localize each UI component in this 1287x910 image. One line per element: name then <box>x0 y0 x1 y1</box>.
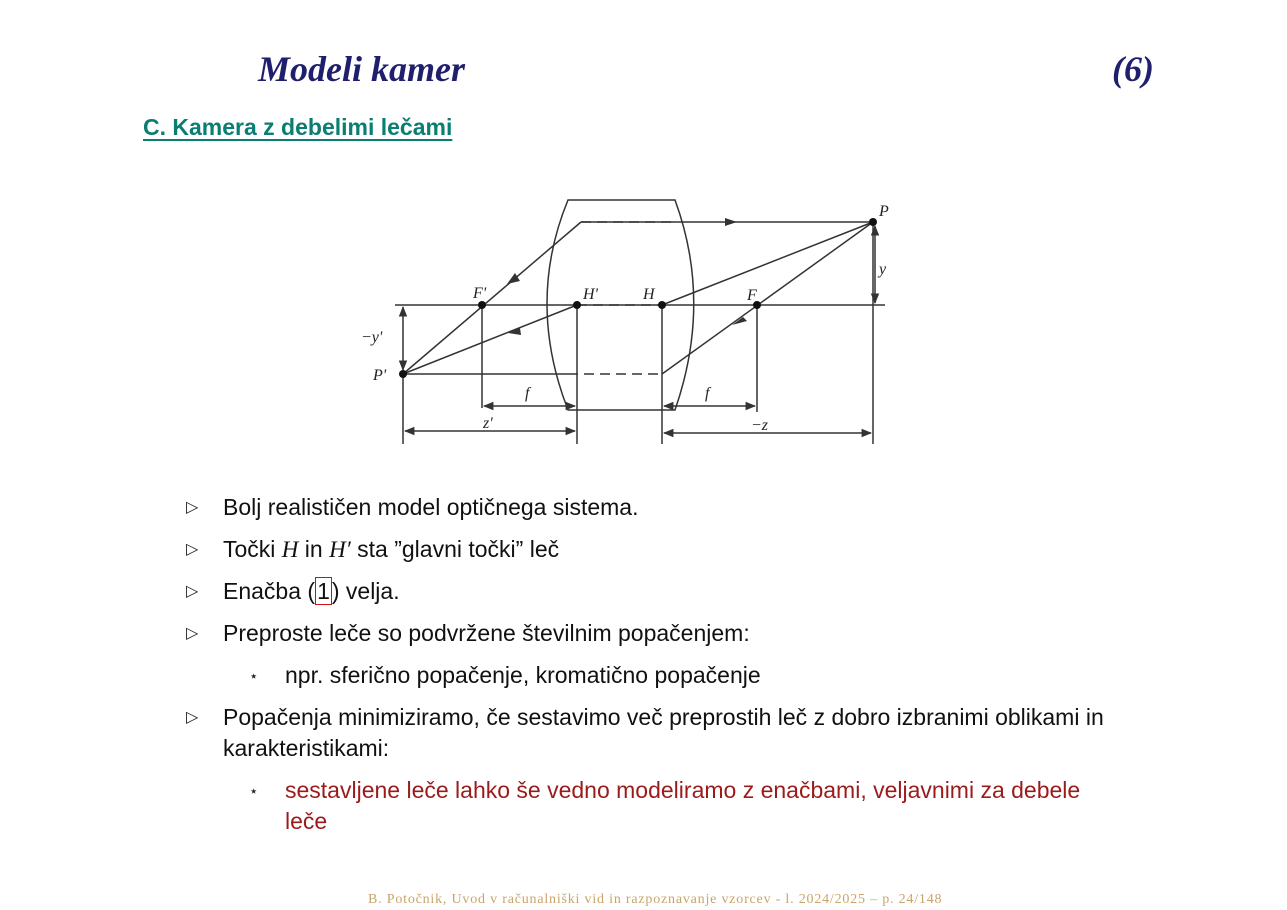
label-y: y <box>879 261 887 278</box>
bullet-list <box>186 492 1106 848</box>
thick-lens-diagram <box>355 188 915 450</box>
bullet-item: ▷ Točki H in H′ sta ”glavni točki” leč <box>186 534 1106 565</box>
label-P-prime: P' <box>373 367 387 384</box>
bullet-item: ▷ Enačba (1) velja. <box>186 576 1106 607</box>
sub-bullet-item: ⋆ sestavljene leče lahko še vedno modeliramo z enačbami, veljavnimi za debele leče <box>249 777 1081 834</box>
label-f-right: f <box>705 385 710 402</box>
star-bullet-icon: ⋆ <box>249 783 259 800</box>
triangle-bullet-icon: ▷ <box>186 583 199 600</box>
point-P-prime <box>399 370 407 378</box>
label-P: P <box>879 203 889 220</box>
triangle-bullet-icon: ▷ <box>186 541 199 558</box>
point-H <box>658 301 666 309</box>
label-neg-z: −z <box>751 417 769 434</box>
equation-reference-link[interactable]: 1 <box>317 578 330 604</box>
label-z-prime: z' <box>483 415 493 432</box>
star-bullet-icon: ⋆ <box>249 668 259 685</box>
point-F-prime <box>478 301 486 309</box>
footer: B. Potočnik, Uvod v računalniški vid in razpoznavanje vzorcev - l. 2024/2025 – p. 24/148 <box>368 892 943 907</box>
slide-title: Modeli kamer <box>258 49 465 89</box>
triangle-bullet-icon: ▷ <box>186 625 199 642</box>
bullet-item: ▷ Preproste leče so podvržene številnim popačenjem: <box>186 618 1106 649</box>
sub-bullet-item: ⋆ npr. sferično popačenje, kromatično popačenje <box>186 660 1106 691</box>
triangle-bullet-icon: ▷ <box>186 499 199 516</box>
label-H-prime: H' <box>583 286 598 303</box>
slide-number: (6) <box>1112 49 1154 89</box>
point-H-prime <box>573 301 581 309</box>
label-f-left: f <box>525 385 530 402</box>
section-heading: C. Kamera z debelimi lečami <box>143 114 453 140</box>
label-F-prime: F' <box>473 285 487 302</box>
bullet-item: ▷ Bolj realističen model optičnega sistema. <box>186 492 1106 523</box>
label-neg-y-prime: −y' <box>361 329 383 346</box>
bullet-item: ▷ Popačenja minimiziramo, če sestavimo več preprostih leč z dobro izbranimi oblikami in karakteristikami: <box>186 704 1104 761</box>
label-F: F <box>747 287 757 304</box>
triangle-bullet-icon: ▷ <box>186 709 199 726</box>
label-H: H <box>643 286 655 303</box>
point-P <box>869 218 877 226</box>
